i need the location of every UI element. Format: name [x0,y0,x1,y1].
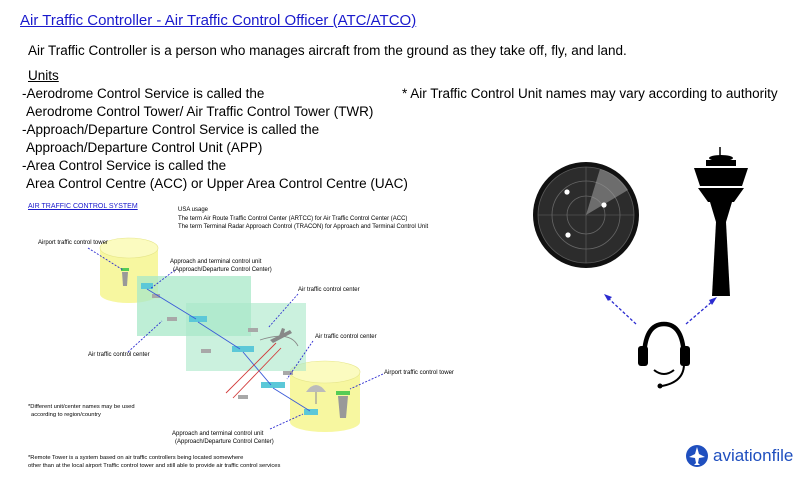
label-approach-bottom [172,431,274,446]
footnote-line: *Remote Tower is a system based on air traffic controllers being located somewhere [28,455,244,461]
headset-operator-icon [638,324,690,389]
units-heading: Units [28,68,59,83]
airplane-logo-icon [686,445,708,467]
unit-line-5: -Area Control Service is called the [22,158,227,173]
label-line: (Approach/Departure Control Center) [173,266,272,273]
radar-icon [533,162,639,268]
label-center-left: Air traffic control center [88,352,150,358]
label-approach-top [170,259,272,274]
footnote-names [28,404,135,419]
page-title[interactable]: Air Traffic Controller - Air Traffic Control Officer (ATC/ATCO) [20,12,417,29]
footnote-line: *Different unit/center names may be used [28,404,135,410]
unit-line-4: Approach/Departure Control Unit (APP) [26,140,263,155]
brand-name[interactable]: aviationfile [713,446,794,465]
intro-text: Air Traffic Controller is a person who manages aircraft from the ground as they take off, fly, and land. [28,43,627,58]
unit-line-6: Area Control Centre (ACC) or Upper Area Control Centre (UAC) [26,176,408,191]
footnote-line: according to region/country [31,411,101,418]
label-line: Approach and terminal control unit [170,259,262,265]
unit-line-3: -Approach/Departure Control Service is called the [22,122,320,137]
usa-usage-note [178,206,428,232]
label-center-mid: Air traffic control center [315,334,377,340]
label-center-top: Air traffic control center [298,287,360,293]
dashed-arrows [604,294,717,324]
usa-usage-line: USA usage [178,207,209,213]
label-tower-top: Airport traffic control tower [38,240,108,246]
usa-usage-line: The term Air Route Traffic Control Center (ARTCC) for Air Traffic Control Center (ACC) [178,215,408,222]
usa-usage-line: The term Terminal Radar Approach Control (TRACON) for Approach and Terminal Control Unit [178,224,429,230]
unit-line-1: -Aerodrome Control Service is called the [22,86,265,101]
footnote-remote [28,455,280,470]
unit-line-2: Aerodrome Control Tower/ Air Traffic Control Tower (TWR) [26,104,374,119]
diagram-title[interactable]: AIR TRAFFIC CONTROL SYSTEM [28,203,138,210]
label-tower-right: Airport traffic control tower [384,370,454,376]
footnote-line: other than at the local airport Traffic control tower and still able to provide air traffic control services [28,462,281,469]
label-line: (Approach/Departure Control Center) [175,438,274,445]
label-line: Approach and terminal control unit [172,431,264,437]
authority-note: * Air Traffic Control Unit names may vary according to authority [402,86,778,101]
control-tower-icon [694,147,748,296]
tower-zone-bottom [290,361,360,432]
